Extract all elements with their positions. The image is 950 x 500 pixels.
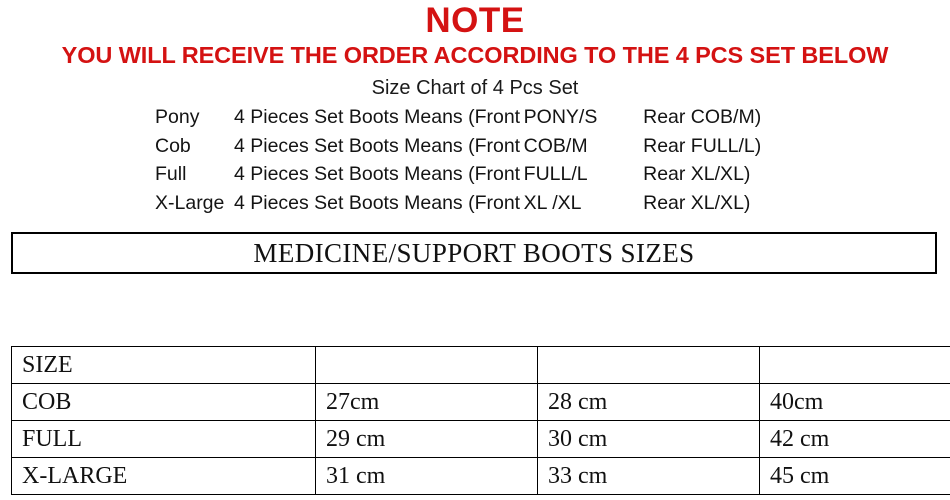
set-row-front: PONY/S [524,103,643,132]
cell-value: 42 cm [760,421,950,458]
cell-value: 40cm [760,384,950,421]
banner-label: MEDICINE/SUPPORT BOOTS SIZES [253,238,694,269]
size-chart-document [0,2,950,500]
cell-value: 28 cm [538,384,760,421]
boots-sizes-banner [11,232,937,274]
cell-value: 29 cm [316,421,538,458]
table-row [12,458,950,495]
table-row [155,132,795,161]
cell-value: 27cm [316,384,538,421]
set-chart-title: Size Chart of 4 Pcs Set [0,76,950,100]
table-row [155,189,795,218]
four-pcs-set-table [155,103,795,217]
header-cell-col4 [760,347,950,384]
set-row-means: 4 Pieces Set Boots Means (Front [234,160,524,189]
cell-value: 33 cm [538,458,760,495]
set-row-front: COB/M [524,132,643,161]
cell-value: 45 cm [760,458,950,495]
header-cell-size: SIZE [12,347,316,384]
table-row [155,160,795,189]
set-row-rear: Rear FULL/L) [643,132,795,161]
set-row-means: 4 Pieces Set Boots Means (Front [234,132,524,161]
cell-size: COB [12,384,316,421]
note-title: NOTE [0,2,950,40]
set-row-size: X-Large [155,189,234,218]
table-row [12,421,950,458]
cell-value: 30 cm [538,421,760,458]
table-row [155,103,795,132]
medicine-support-boots-sizes-table [11,346,950,495]
set-row-means: 4 Pieces Set Boots Means (Front [234,103,524,132]
set-row-means: 4 Pieces Set Boots Means (Front [234,189,524,218]
cell-size: FULL [12,421,316,458]
header-cell-col3 [538,347,760,384]
set-row-front: XL /XL [524,189,643,218]
set-row-rear: Rear COB/M) [643,103,795,132]
set-row-size: Cob [155,132,234,161]
set-row-rear: Rear XL/XL) [643,189,795,218]
set-row-rear: Rear XL/XL) [643,160,795,189]
table-header-row [12,347,950,384]
set-row-size: Full [155,160,234,189]
table-row [12,384,950,421]
cell-value: 31 cm [316,458,538,495]
cell-size: X-LARGE [12,458,316,495]
set-row-front: FULL/L [524,160,643,189]
note-subtitle: YOU WILL RECEIVE THE ORDER ACCORDING TO THE 4 PCS SET BELOW [0,42,950,68]
header-cell-col2 [316,347,538,384]
set-row-size: Pony [155,103,234,132]
